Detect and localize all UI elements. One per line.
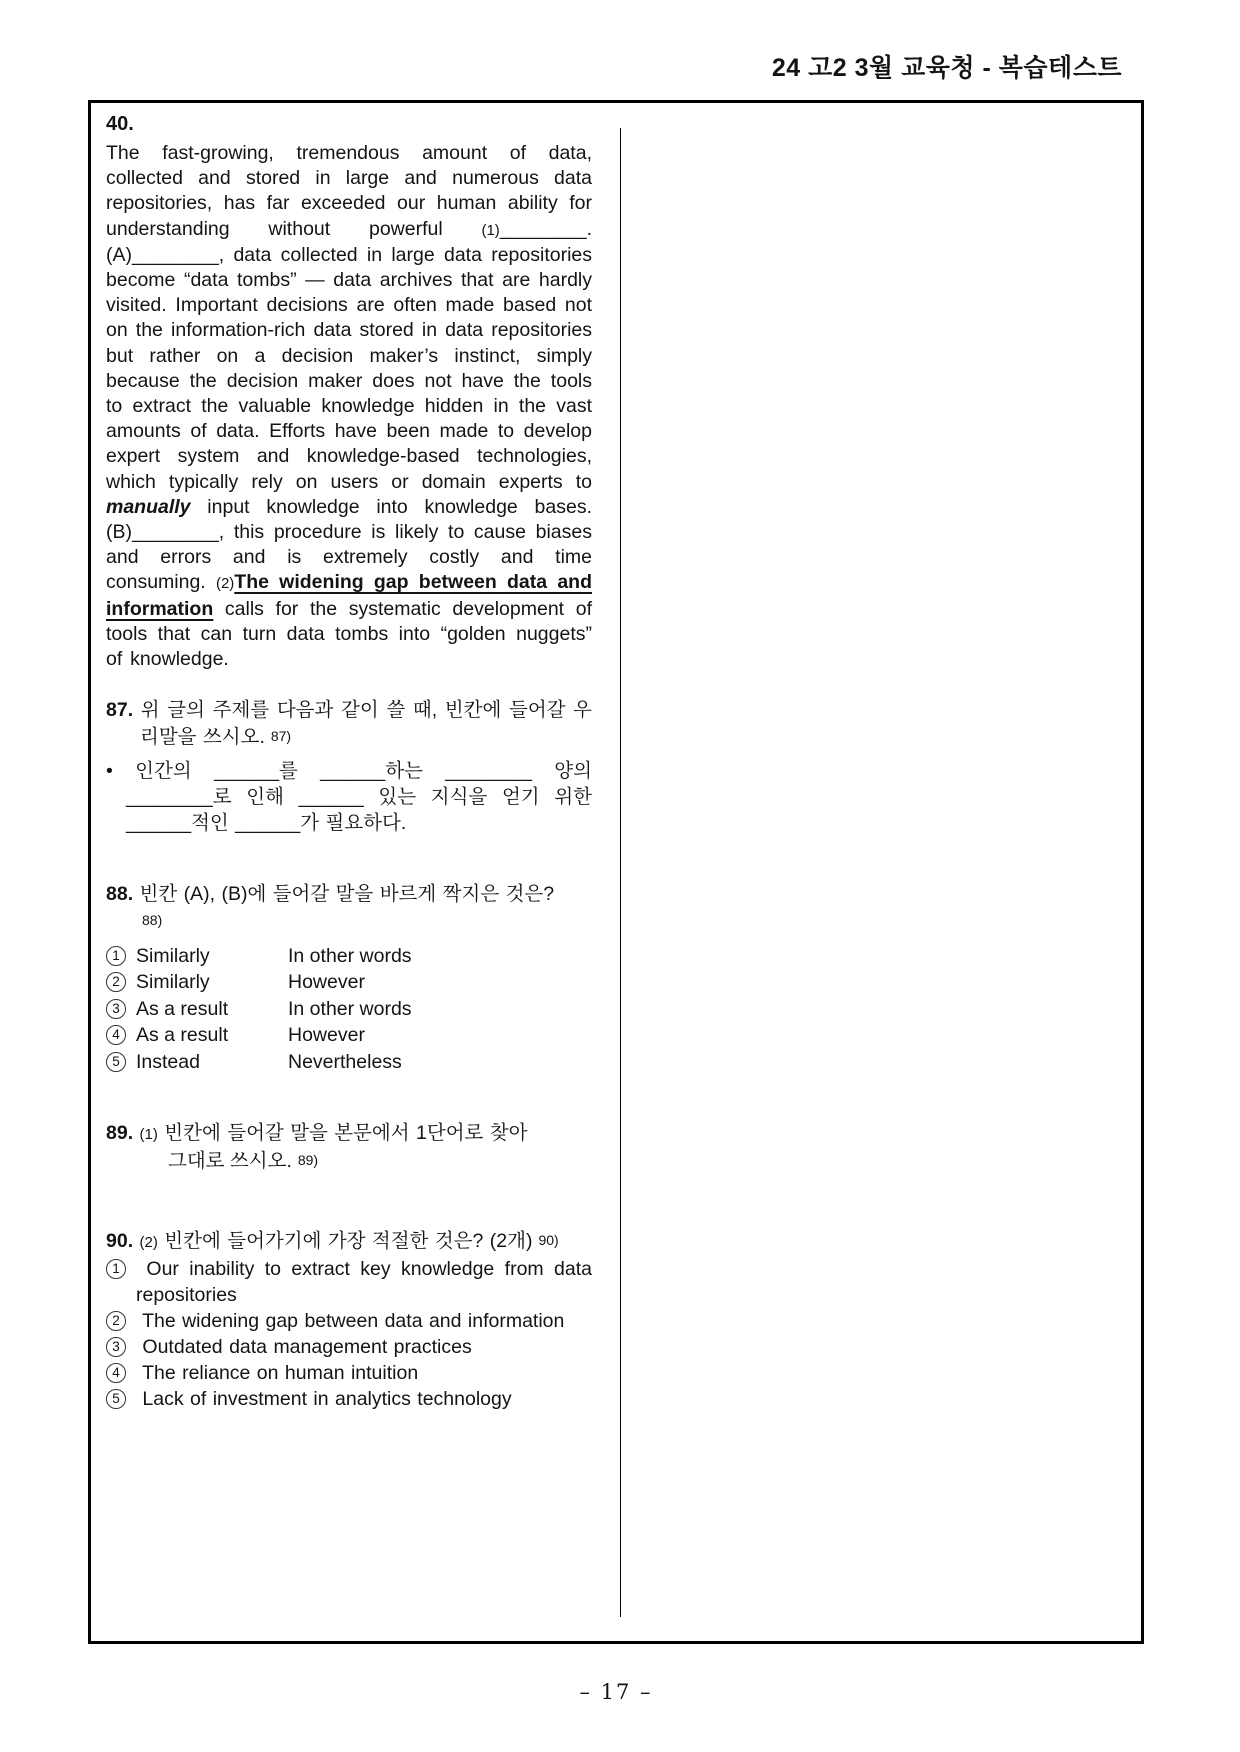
question-87-number: 87. xyxy=(106,699,134,722)
passage-segment: The fast-growing, tremendous amount of data, collected and stored in large and numerous data repositories, has far exceeded our human ability for understanding without powerful xyxy=(106,142,592,240)
passage-segment: , data collected in large data repositories become “data tombs” — data archives that are hardly visited. Important decisions are often made based not on the information-rich data stored in data repositories but rather on a decision maker’s instinct, simply because the decision maker does not have the tools to extract the valuable knowledge hidden in the vast amounts of data. Efforts have been made to develop expert system and knowledge-based technologies, which typically rely on users or domain experts to xyxy=(106,243,592,493)
answer-option xyxy=(106,996,592,1023)
question-88-footnote-line xyxy=(142,910,592,933)
cloze-marker-1: (1) xyxy=(481,221,500,239)
blank-b: ________ xyxy=(132,521,219,544)
option-b-text: Nevertheless xyxy=(288,1050,402,1073)
circled-number-icon: 4 xyxy=(106,1025,126,1045)
question-90-options xyxy=(106,1256,592,1412)
option-a-text: Similarly xyxy=(136,944,210,967)
answer-option xyxy=(106,1308,592,1334)
blank-a: ________ xyxy=(132,243,219,266)
circled-number-icon: 5 xyxy=(106,1389,126,1409)
answer-option xyxy=(106,1022,592,1049)
blank-b-label: (B) xyxy=(106,521,132,544)
question-90-text: 빈칸에 들어가기에 가장 적절한 것은? (2개) xyxy=(164,1230,533,1253)
question-88-number: 88. xyxy=(106,883,134,906)
option-b-text: However xyxy=(288,971,365,994)
column-divider xyxy=(620,128,621,1617)
circled-number-icon: 1 xyxy=(106,946,126,966)
answer-option xyxy=(106,969,592,996)
bullet-icon: • xyxy=(106,760,113,783)
question-90 xyxy=(106,1228,592,1256)
blank-1: ________ xyxy=(499,217,587,240)
answer-option xyxy=(106,1386,592,1412)
question-89 xyxy=(106,1121,592,1148)
question-88-footnote: 88) xyxy=(142,911,163,928)
option-text: The reliance on human intuition xyxy=(142,1361,419,1384)
option-b-text: In other words xyxy=(288,944,412,967)
passage-number: 40. xyxy=(106,113,134,135)
circled-number-icon: 3 xyxy=(106,999,126,1019)
question-87-footnote: 87) xyxy=(270,727,292,744)
left-column xyxy=(106,112,592,1412)
option-b-text: However xyxy=(288,1024,365,1047)
question-87-summary xyxy=(106,758,592,836)
emphasized-word: manually xyxy=(106,495,191,518)
passage-segment: . xyxy=(586,217,592,240)
option-text: Outdated data management practices xyxy=(142,1335,472,1358)
question-87 xyxy=(106,698,592,750)
question-90-number: 90. xyxy=(106,1230,134,1253)
circled-number-icon: 4 xyxy=(106,1363,126,1383)
option-a-text: Instead xyxy=(136,1050,200,1073)
question-89-number: 89. xyxy=(106,1122,134,1145)
passage-segment: calls for the systematic development of tools that can turn data tombs into “golden nuggets” of knowledge. xyxy=(106,597,592,671)
question-89-clause: (1) xyxy=(139,1126,158,1144)
blank-a-label: (A) xyxy=(106,243,132,266)
answer-option xyxy=(106,943,592,970)
question-87-text: 위 글의 주제를 다음과 같이 쓸 때, 빈칸에 들어갈 우리말을 쓰시오. xyxy=(140,699,593,748)
question-87-summary-text: 인간의 ______를 ______하는 ________ 양의 ________로 인해 ______ 있는 지식을 얻기 위한 ______적인 ______가 필요하다. xyxy=(126,760,592,835)
underlined-phrase: The widening gap between data and information xyxy=(106,571,593,620)
passage-text xyxy=(106,141,592,672)
question-90-footnote: 90) xyxy=(538,1232,559,1249)
circled-number-icon: 2 xyxy=(106,1311,126,1331)
circled-number-icon: 2 xyxy=(106,972,126,992)
passage-segment: , this procedure is likely to cause biases and errors and is extremely costly and time consuming. xyxy=(106,521,592,594)
option-a-text: As a result xyxy=(136,1024,229,1047)
circled-number-icon: 5 xyxy=(106,1052,126,1072)
question-89-line2 xyxy=(168,1148,592,1175)
question-88-options xyxy=(106,943,592,1076)
question-88 xyxy=(106,882,592,908)
option-text: Our inability to extract key knowledge from data repositories xyxy=(136,1257,593,1306)
option-a-text: Similarly xyxy=(136,971,210,994)
question-89-text2: 그대로 쓰시오. xyxy=(168,1149,292,1172)
cloze-marker-2: (2) xyxy=(215,575,235,593)
answer-option xyxy=(106,1360,592,1386)
passage-segment: input knowledge into knowledge bases. xyxy=(190,495,592,518)
question-90-clause: (2) xyxy=(139,1234,158,1252)
circled-number-icon: 1 xyxy=(106,1259,126,1279)
option-text: Lack of investment in analytics technology xyxy=(142,1387,512,1410)
page-title: 24 고2 3월 교육청 - 복습테스트 xyxy=(771,54,1122,82)
page-number: – 17 – xyxy=(579,1680,653,1704)
option-a-text: As a result xyxy=(136,997,229,1020)
answer-option xyxy=(106,1334,592,1360)
answer-option xyxy=(106,1256,592,1308)
circled-number-icon: 3 xyxy=(106,1337,126,1357)
option-b-text: In other words xyxy=(288,997,412,1020)
question-89-footnote: 89) xyxy=(297,1151,319,1168)
question-88-text: 빈칸 (A), (B)에 들어갈 말을 바르게 짝지은 것은? xyxy=(139,883,555,906)
answer-option xyxy=(106,1049,592,1076)
question-89-text: 빈칸에 들어갈 말을 본문에서 1단어로 찾아 xyxy=(164,1122,528,1145)
option-text: The widening gap between data and information xyxy=(142,1309,565,1332)
